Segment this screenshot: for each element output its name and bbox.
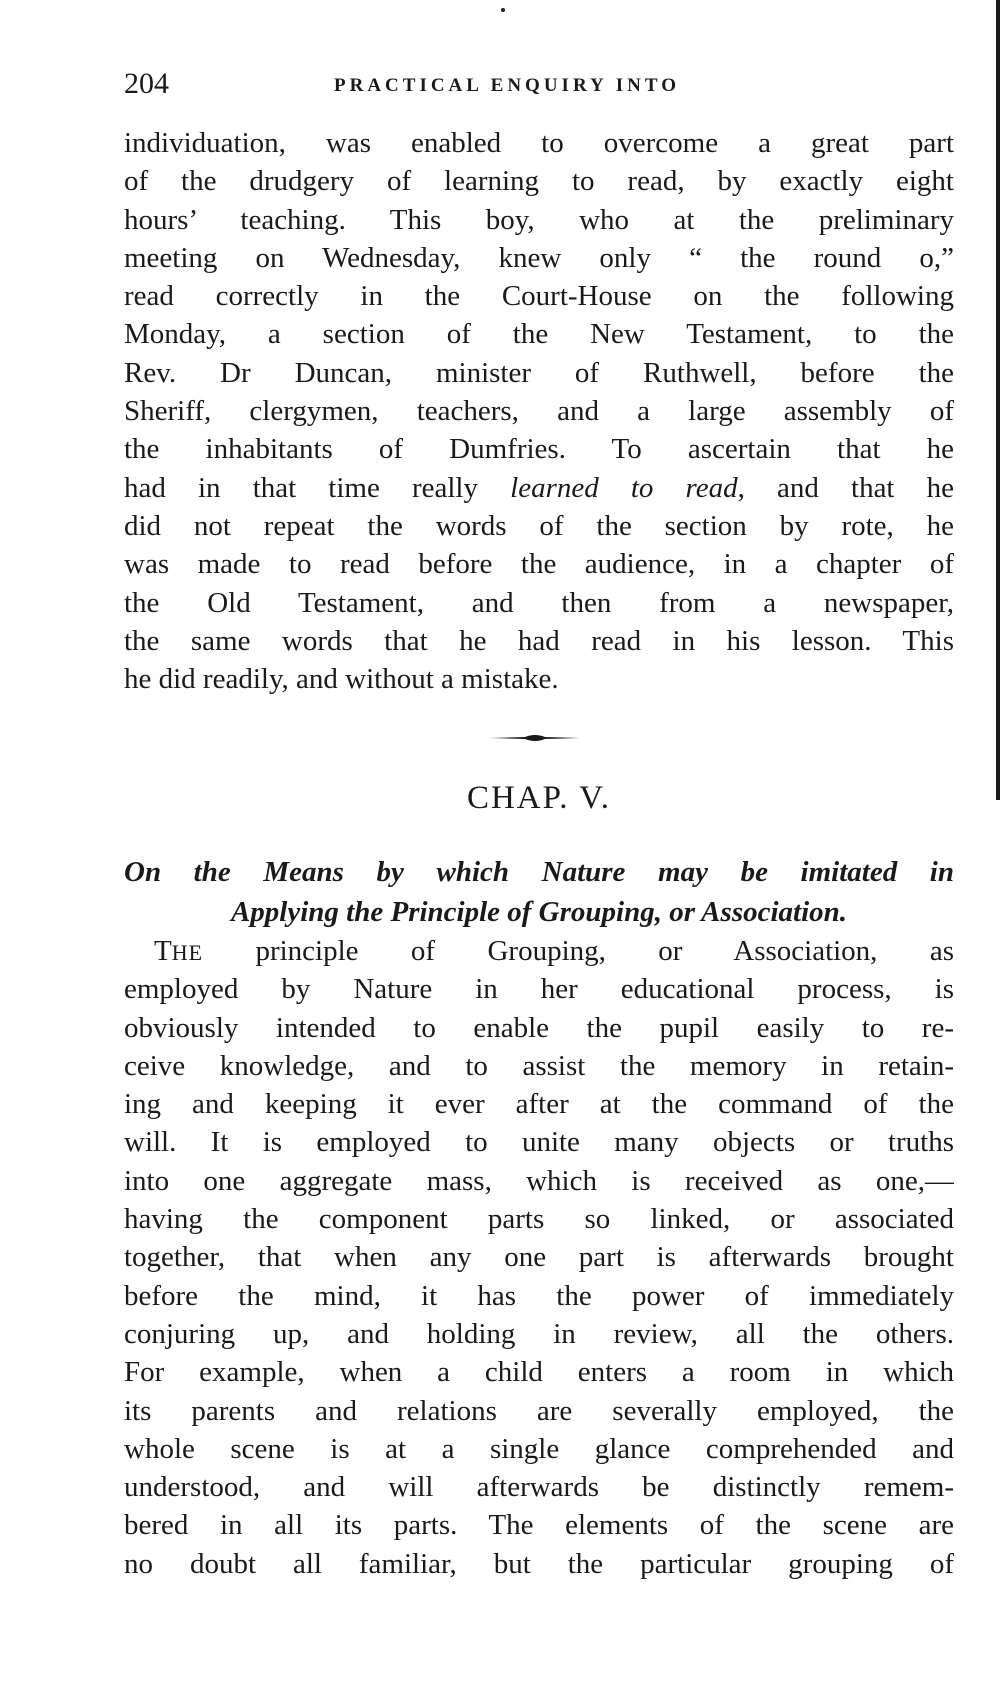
text-line: was made to read before the audience, in a chapter of — [124, 548, 954, 581]
text-line: hours’ teaching. This boy, who at the preliminary — [124, 203, 954, 236]
chapter-heading: CHAP. V. — [466, 780, 612, 816]
text-line: ceive knowledge, and to assist the memory in retain- — [124, 1049, 954, 1082]
text-line: employed by Nature in her educational process, is — [124, 973, 954, 1006]
text-line: ing and keeping it ever after at the command of the — [124, 1088, 954, 1121]
text-line: conjuring up, and holding in review, all the others. — [124, 1317, 954, 1350]
text-line: before the mind, it has the power of immediately — [124, 1279, 954, 1312]
text-line: obviously intended to enable the pupil easily to re- — [124, 1011, 954, 1044]
text-line: Monday, a section of the New Testament, to the — [124, 318, 954, 351]
text-line: individuation, was enabled to overcome a great part — [124, 127, 954, 159]
text-segment: had in that time really — [124, 471, 478, 504]
ink-speck — [501, 8, 505, 12]
paragraph-2 — [124, 932, 954, 1583]
page-number: 204 — [124, 67, 169, 100]
chapter-subtitle — [124, 852, 954, 932]
text-line: its parents and relations are severally employed, the — [124, 1394, 954, 1427]
small-caps-initial: T — [154, 935, 172, 967]
text-line: whole scene is at a single glance comprehended and — [124, 1432, 954, 1465]
page-edge-line — [996, 0, 1000, 800]
text-line-with-italic — [124, 469, 954, 507]
text-line: having the component parts so linked, or associated — [124, 1203, 954, 1236]
text-segment: , and that he — [737, 471, 954, 504]
text-line-first — [124, 932, 954, 970]
text-line: read correctly in the Court-House on the following — [124, 280, 954, 313]
text-segment: principle of Grouping, or Association, as — [203, 935, 954, 967]
text-line: understood, and will afterwards be distinctly remem- — [124, 1471, 954, 1504]
text-line: no doubt all familiar, but the particular grouping of — [124, 1547, 954, 1580]
text-line: Sheriff, clergymen, teachers, and a large assembly of — [124, 395, 954, 428]
text-line: of the drudgery of learning to read, by exactly eight — [124, 165, 954, 198]
text-line: he did readily, and without a mistake. — [124, 663, 559, 696]
text-line: will. It is employed to unite many objects or truths — [124, 1126, 954, 1159]
section-divider-ornament — [490, 732, 580, 744]
text-line: did not repeat the words of the section by rote, he — [124, 509, 954, 542]
chapter-subtitle-line: Applying the Principle of Grouping, or Association. — [230, 896, 848, 928]
text-line: into one aggregate mass, which is received as one,— — [124, 1164, 954, 1197]
text-line: Rev. Dr Duncan, minister of Ruthwell, before the — [124, 356, 954, 389]
running-head-title: PRACTICAL ENQUIRY INTO — [334, 75, 680, 96]
text-line: the Old Testament, and then from a newspaper, — [124, 586, 954, 619]
chapter-subtitle-line: On the Means by which Nature may be imitated in — [124, 856, 954, 888]
text-line: For example, when a child enters a room in which — [124, 1356, 954, 1389]
text-line: the inhabitants of Dumfries. To ascertain that he — [124, 433, 954, 466]
text-line: bered in all its parts. The elements of the scene are — [124, 1509, 954, 1542]
small-caps-rest: HE — [171, 940, 204, 965]
text-line: meeting on Wednesday, knew only “ the round o,” — [124, 241, 954, 274]
running-head — [124, 64, 954, 104]
paragraph-1 — [124, 124, 954, 698]
text-line: together, that when any one part is afterwards brought — [124, 1241, 954, 1274]
text-line: the same words that he had read in his lesson. This — [124, 624, 954, 657]
italic-phrase: learned to read — [510, 471, 738, 504]
